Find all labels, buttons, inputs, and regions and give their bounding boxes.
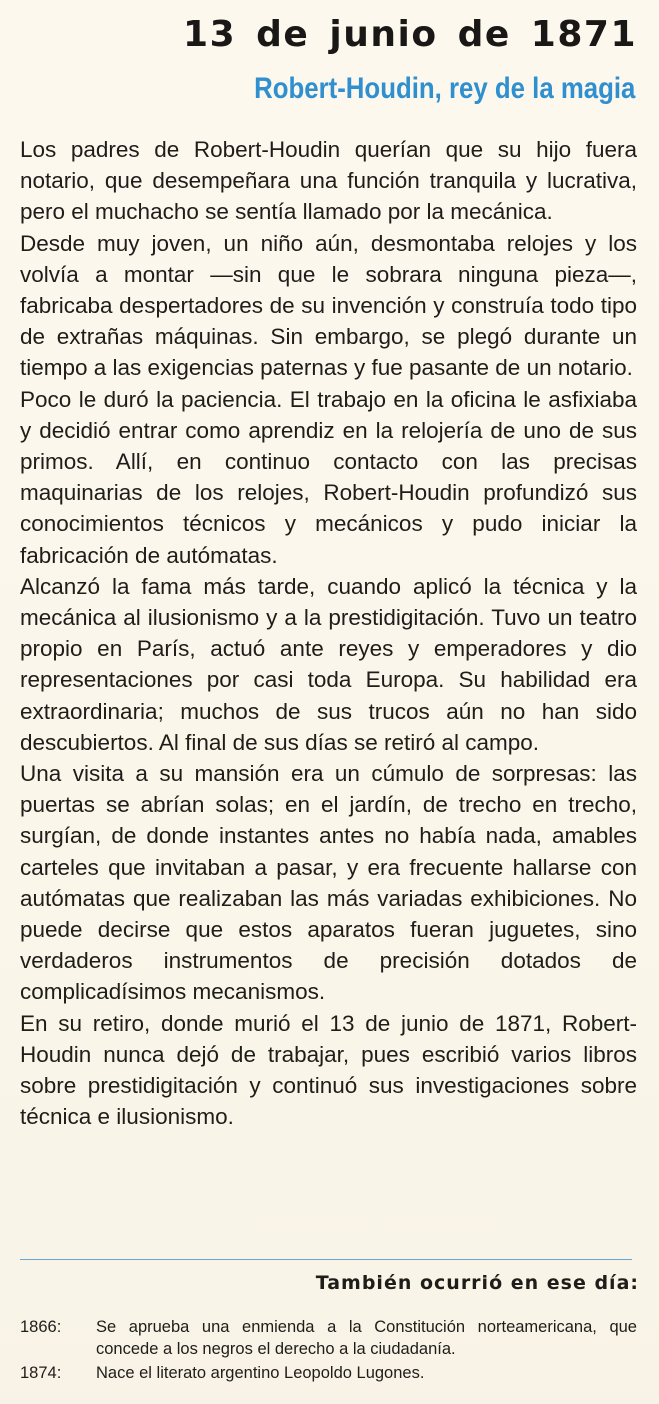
page-date-title: 13 de junio de 1871 — [183, 14, 637, 55]
also-happened-heading: También ocurrió en ese día: — [315, 1272, 639, 1294]
article-paragraph: Alcanzó la fama más tarde, cuando aplicó la técnica y la mecánica al ilusionismo y a la prestidigitación. Tuvo un teatro propio en París, actuó ante reyes y emperadores y dio representaciones por casi toda Europa. Su habilidad era extraordinaria; muchos de sus trucos aún no han sido descubiertos. Al final de sus días se retiró al campo. — [20, 573, 637, 755]
article-paragraph: Poco le duró la paciencia. El trabajo en la oficina le asfixiaba y decidió entrar como aprendiz en la relojería de uno de sus primos. Allí, en continuo contacto con las precisas maquinarias de los relojes, Robert-Houdin profundizó sus conocimientos técnicos y mecánicos y pudo iniciar la fabricación de autómatas. — [20, 386, 637, 568]
event-year: 1874: — [20, 1364, 62, 1382]
event-text: Se aprueba una enmienda a la Constitución norteamericana, que concede a los negros el derecho a la ciudadanía. — [96, 1318, 637, 1358]
article-paragraph: En su retiro, donde murió el 13 de junio de 1871, Robert-Houdin nunca dejó de trabajar, pues escribió varios libros sobre prestidigitación y continuó sus investigaciones sobre técnica e ilusionismo. — [20, 1010, 637, 1130]
article-paragraph: Los padres de Robert-Houdin querían que su hijo fuera notario, que desempeñara una función tranquila y lucrativa, pero el muchacho se sentía llamado por la mecánica. — [20, 137, 637, 225]
event-item — [20, 1316, 637, 1360]
article-subtitle: Robert-Houdin, rey de la magia — [253, 72, 635, 105]
article-body — [20, 134, 637, 1133]
article-paragraph: Desde muy joven, un niño aún, desmontaba relojes y los volvía a montar —sin que le sobrara ninguna pieza—, fabricaba despertadores de su invención y construía todo tipo de extrañas máquinas. Sin embargo, se plegó durante un tiempo a las exigencias paternas y fue pasante de un notario. — [20, 230, 637, 381]
also-happened-list — [20, 1316, 637, 1386]
event-text: Nace el literato argentino Leopoldo Lugones. — [96, 1364, 425, 1382]
section-divider — [20, 1259, 632, 1260]
event-year: 1866: — [20, 1318, 62, 1336]
article-paragraph: Una visita a su mansión era un cúmulo de sorpresas: las puertas se abrían solas; en el jardín, de trecho en trecho, surgían, de donde instantes antes no había nada, amables carteles que invitaban a pasar, y era frecuente hallarse con autómatas que realizaban las más variadas exhibiciones. No puede decirse que estos aparatos fueran juguetes, sino verdaderos instrumentos de precisión dotados de complicadísimos mecanismos. — [20, 761, 637, 1005]
event-item — [20, 1362, 637, 1384]
